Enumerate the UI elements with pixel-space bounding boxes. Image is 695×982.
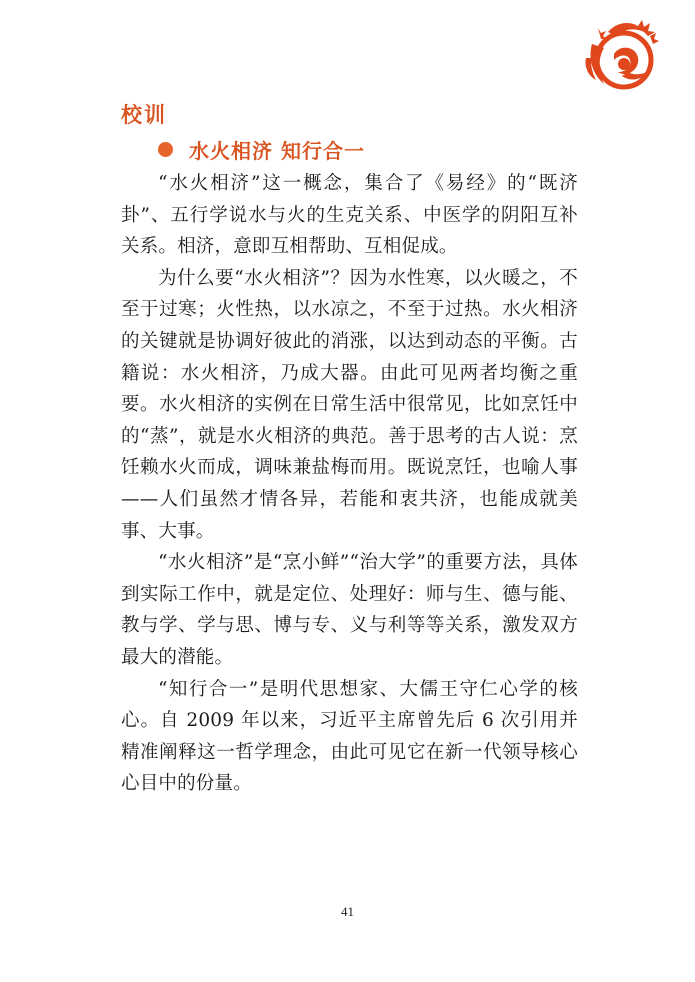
phoenix-emblem-icon xyxy=(578,14,662,94)
page-number: 41 xyxy=(341,904,354,919)
section-title: 校训 xyxy=(121,103,167,127)
paragraph: “水火相济”这一概念，集合了《易经》的“既济卦”、五行学说水与火的生克关系、中医学的阴阳互补关系。相济，意即互相帮助、互相促成。 xyxy=(121,173,578,258)
paragraph: “知行合一”是明代思想家、大儒王守仁心学的核心。自 2009 年以来，习近平主席曾先后 6 次引用并精准阐释这一哲学理念，由此可见它在新一代领导核心心目中的份量。 xyxy=(121,678,578,795)
paragraph: “水火相济”是“烹小鲜”“治大学”的重要方法，具体到实际工作中，就是定位、处理好：师与生、德与能、教与学、学与思、博与专、义与利等等关系，激发双方最大的潜能。 xyxy=(121,552,578,668)
subheading-text: 水火相济 知行合一 xyxy=(189,139,365,163)
subheading xyxy=(158,135,365,164)
paragraph: 为什么要“水火相济”？因为水性寒，以火暖之，不至于过寒；火性热，以水凉之，不至于过热。水火相济的关键就是协调好彼此的消涨，以达到动态的平衡。古籍说：水火相济，乃成大器。由此可见两者均衡之重要。水火相济的实例在日常生活中很常见，比如烹饪中的“蒸”，就是水火相济的典范。善于思考的古人说：烹饪赖水火而成，调味兼盐梅而用。既说烹饪，也喻人事——人们虽然才情各异，若能和衷共济，也能成就美事、大事。 xyxy=(121,267,578,542)
bullet-dot-icon xyxy=(158,142,173,157)
body-text xyxy=(121,168,578,800)
